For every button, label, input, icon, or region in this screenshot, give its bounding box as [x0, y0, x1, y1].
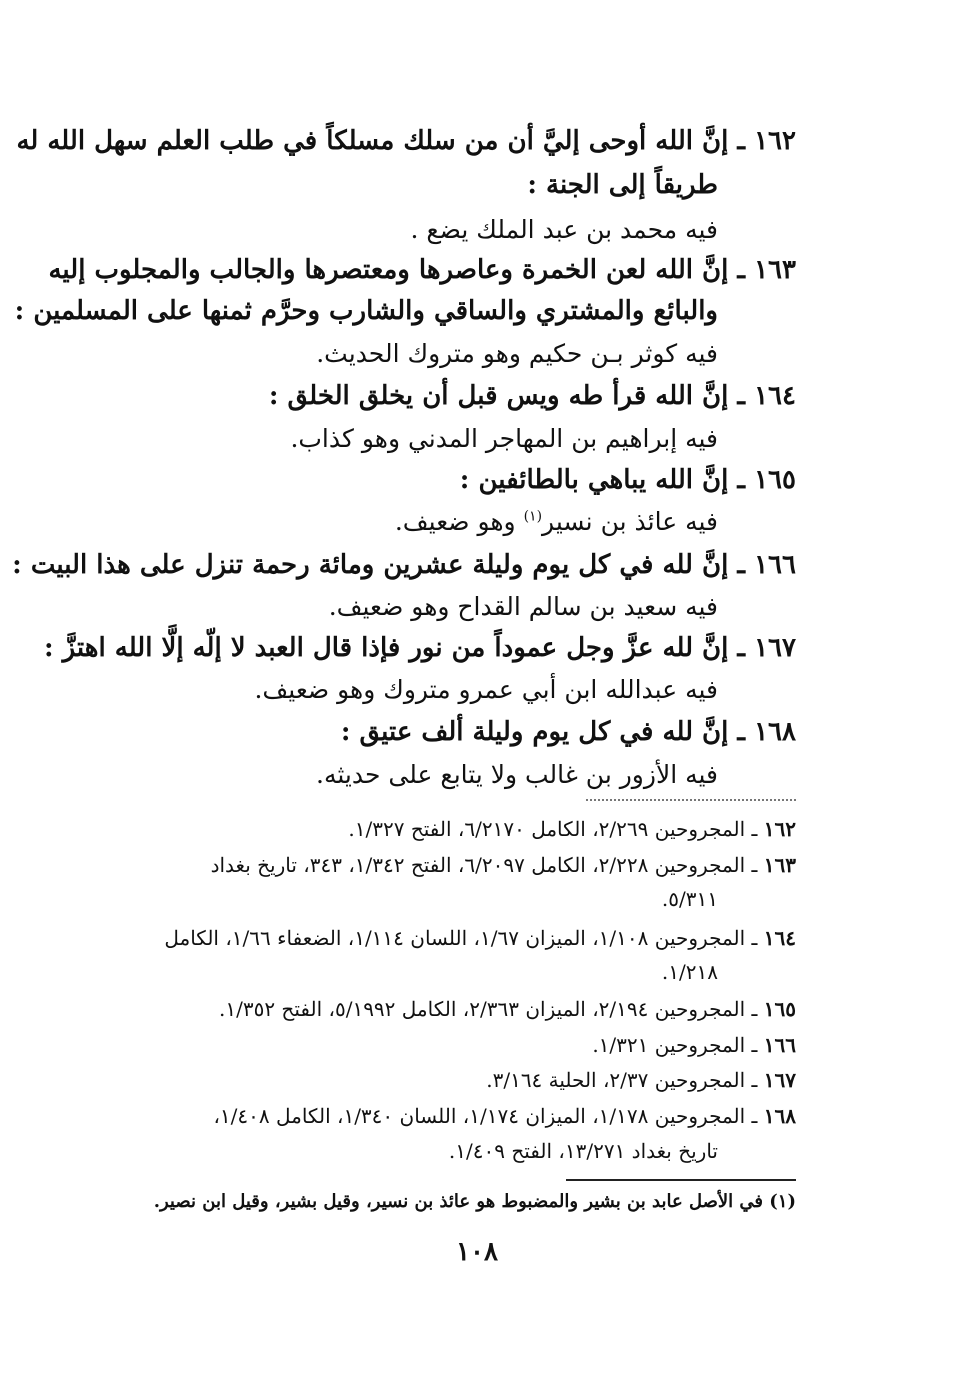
hadith-162-continuation: طريقاً إلى الجنة :	[527, 170, 718, 200]
reference-text: ـ المجروحين ٢/٢٦٩، الكامل ٦/٢١٧٠، الفتح ١/٣٢٧.	[348, 817, 758, 841]
reference-162	[348, 817, 796, 841]
reference-163-continuation: ٥/٣١١.	[661, 887, 718, 911]
hadith-163	[48, 255, 796, 285]
reference-number: ١٦٢	[763, 817, 796, 841]
hadith-166	[12, 550, 796, 580]
hadith-text: ـ إنَّ الله قرأ طه ويس قبل أن يخلق الخلق :	[268, 381, 746, 411]
hadith-text: ـ إنَّ لله في كل يوم وليلة عشرين ومائة رحمة تنزل على هذا البيت :	[12, 550, 746, 580]
hadith-164	[269, 381, 796, 411]
hadith-167-comment: فيه عبدالله ابن أبي عمرو متروك وهو ضعيف.	[254, 675, 718, 704]
reference-number: ١٦٣	[763, 853, 796, 877]
reference-number: ١٦٥	[763, 997, 796, 1021]
reference-166	[592, 1033, 796, 1057]
footnote-marker: (١)	[523, 508, 543, 525]
hadith-167	[44, 633, 796, 663]
hadith-162	[16, 126, 796, 156]
hadith-164-comment: فيه إبراهيم بن المهاجر المدني وهو كذاب.	[290, 424, 718, 453]
hadith-text: ـ إنَّ لله في كل يوم وليلة ألف عتيق :	[340, 717, 746, 747]
footnote: (١) في الأصل عابد بن بشير والمضبوط هو عائذ بن نسير، وقيل بشير، وقيل ابن نصير.	[153, 1191, 796, 1212]
reference-number: ١٦٨	[763, 1104, 796, 1128]
hadith-number: ١٦٨	[754, 717, 796, 747]
reference-text: ـ المجروحين ٢/٣٧، الحلية ٣/١٦٤.	[486, 1068, 758, 1092]
reference-number: ١٦٦	[763, 1033, 796, 1057]
reference-164	[164, 926, 796, 950]
reference-163	[211, 853, 796, 877]
hadith-text: ـ إنَّ لله عزَّ وجل عموداً من نور فإذا قال العبد لا إلّه إلَّا الله اهتزَّ :	[43, 633, 746, 663]
hadith-number: ١٦٥	[754, 465, 796, 495]
reference-number: ١٦٤	[763, 926, 796, 950]
comment-text-end: وهو ضعيف.	[394, 507, 524, 536]
hadith-number: ١٦٤	[754, 381, 796, 411]
reference-165	[219, 997, 796, 1021]
hadith-number: ١٦٣	[754, 255, 796, 285]
hadith-165-comment	[395, 507, 718, 536]
reference-168	[213, 1104, 796, 1128]
reference-number: ١٦٧	[763, 1068, 796, 1092]
reference-164-continuation: ١/٢١٨.	[661, 960, 718, 984]
hadith-166-comment: فيه سعيد بن سالم القداح وهو ضعيف.	[328, 592, 718, 621]
hadith-163-comment: فيه كوثر بـن حكيم وهو متروك الحديث.	[316, 339, 718, 368]
hadith-165	[460, 465, 796, 495]
hadith-number: ١٦٢	[754, 126, 796, 156]
reference-167	[486, 1068, 796, 1092]
footnote-rule	[566, 1179, 796, 1181]
comment-text: فيه عائذ بن نسير	[542, 507, 718, 536]
hadith-168	[341, 717, 796, 747]
reference-168-continuation: تاريخ بغداد ١٣/٢٧١، الفتح ١/٤٠٩.	[448, 1139, 718, 1163]
section-divider	[586, 799, 796, 801]
hadith-168-comment: فيه الأزور بن غالب ولا يتابع على حديثه.	[316, 760, 718, 789]
reference-text: ـ المجروحين ٢/٢٢٨، الكامل ٦/٢٠٩٧، الفتح ١/٣٤٢، ٣٤٣، تاريخ بغداد	[210, 853, 758, 877]
hadith-text: ـ إنَّ الله أوحى إليَّ أن من سلك مسلكاً في طلب العلم سهل الله له	[16, 126, 746, 156]
hadith-162-comment: فيه محمد بن عبد الملك يضع .	[410, 215, 718, 244]
hadith-number: ١٦٧	[754, 633, 796, 663]
reference-text: ـ المجروحين ٢/١٩٤، الميزان ٢/٣٦٣، الكامل ٥/١٩٩٢، الفتح ١/٣٥٢.	[219, 997, 758, 1021]
hadith-text: ـ إنَّ الله لعن الخمرة وعاصرها ومعتصرها والجالب والمجلوب إليه	[48, 255, 746, 285]
reference-text: ـ المجروحين ١/١٧٨، الميزان ١/١٧٤، اللسان ١/٣٤٠، الكامل ١/٤٠٨،	[213, 1104, 758, 1128]
hadith-number: ١٦٦	[754, 550, 796, 580]
hadith-text: ـ إنَّ الله يباهي بالطائفين :	[459, 465, 746, 495]
hadith-163-continuation: والبائع والمشتري والساقي والشارب وحرَّم ثمنها على المسلمين :	[14, 296, 718, 326]
reference-text: ـ المجروحين ١/٣٢١.	[592, 1033, 758, 1057]
page-number: ١٠٨	[456, 1237, 498, 1267]
reference-text: ـ المجروحين ١/١٠٨، الميزان ١/٦٧، اللسان ١/١١٤، الضعفاء ١/٦٦، الكامل	[164, 926, 758, 950]
